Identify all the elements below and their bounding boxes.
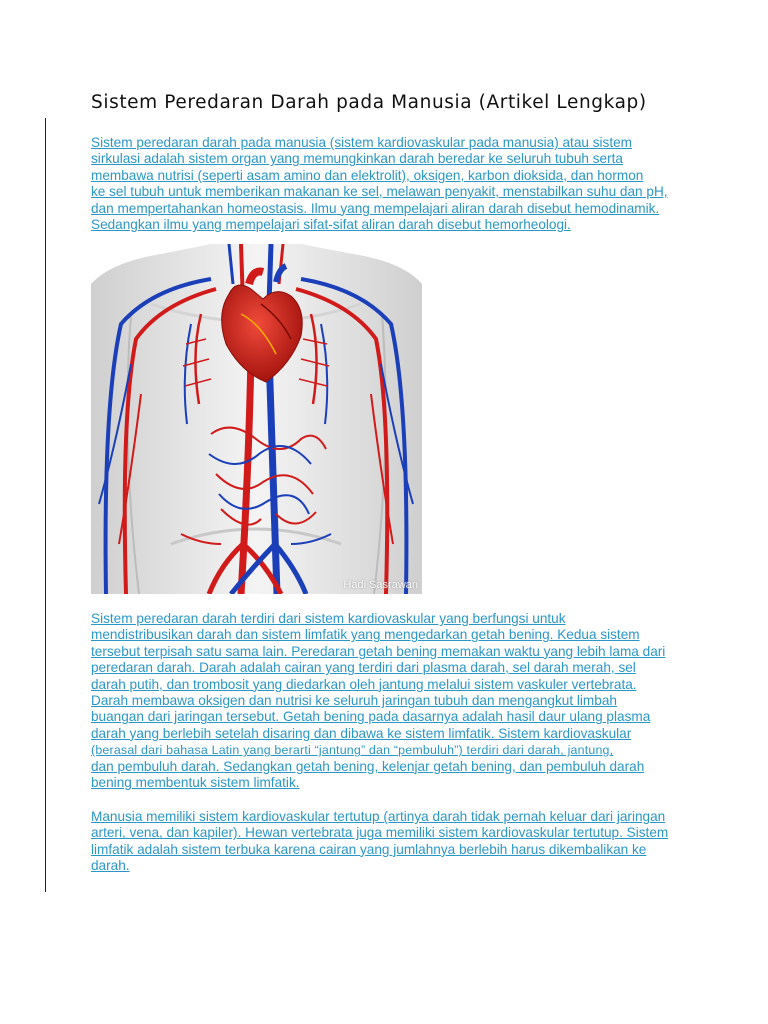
paragraph-line: sirkulasi adalah sistem organ yang memungkinkan darah beredar ke seluruh tubuh serta	[91, 151, 623, 167]
article-title: Sistem Peredaran Darah pada Manusia (Artikel Lengkap)	[91, 92, 647, 113]
paragraph-line: arteri, vena, dan kapiler). Hewan vertebrata juga memiliki sistem kardiovaskular tertutup. Sistem	[91, 825, 669, 841]
paragraph-line: tersebut terpisah satu sama lain. Peredaran getah bening memakan waktu yang lebih lama dari	[91, 643, 666, 659]
image-watermark: Hadi Sasrawan	[343, 579, 418, 591]
paragraph-line: Sistem peredaran darah pada manusia (sistem kardiovaskular pada manusia) atau sistem	[91, 135, 633, 150]
paragraph-line: Sistem peredaran darah terdiri dari sistem kardiovaskular yang berfungsi untuk	[91, 611, 566, 626]
paragraph-line: membawa nutrisi (seperti asam amino dan elektrolit), oksigen, karbon dioksida, dan hormon	[91, 167, 644, 183]
paragraph-line: limfatik adalah sistem terbuka karena cairan yang jumlahnya berlebih harus dikembalikan ke	[91, 841, 647, 857]
margin-line	[45, 118, 46, 892]
paragraph-line: darah putih, dan trombosit yang diedarkan oleh jantung melalui sistem vaskuler vertebrata.	[91, 676, 637, 692]
paragraph-line: peredaran darah. Darah adalah cairan yang terdiri dari plasma darah, sel darah merah, sel	[91, 660, 636, 676]
paragraph-line: dan pembuluh darah. Sedangkan getah bening, kelenjar getah bening, dan pembuluh darah	[91, 758, 645, 774]
paragraph-line: (berasal dari bahasa Latin yang berarti “jantung” dan “pembuluh”) terdiri dari darah, jantung,	[91, 743, 614, 758]
intro-paragraph[interactable]	[91, 135, 681, 233]
paragraph-line: ke sel tubuh untuk memberikan makanan ke sel, melawan penyakit, menstabilkan suhu dan pH,	[91, 184, 668, 200]
paragraph-line: darah.	[91, 858, 130, 874]
body-paragraph-3[interactable]	[91, 809, 681, 875]
illustration-svg	[91, 244, 422, 594]
paragraph-line: mendistribusikan darah dan sistem limfatik yang mengedarkan getah bening. Kedua sistem	[91, 627, 640, 643]
paragraph-line: darah yang berlebih setelah disaring dan dibawa ke sistem limfatik. Sistem kardiovaskular	[91, 725, 632, 741]
paragraph-line: Darah membawa oksigen dan nutrisi ke seluruh jaringan tubuh dan mengangkut limbah	[91, 693, 617, 709]
body-paragraph-2[interactable]	[91, 611, 681, 791]
paragraph-line: dan mempertahankan homeostasis. Ilmu yang mempelajari aliran darah disebut hemodinamik.	[91, 200, 660, 216]
paragraph-line: bening membentuk sistem limfatik.	[91, 775, 300, 791]
paragraph-line: buangan dari jaringan tersebut. Getah bening pada dasarnya adalah hasil daur ulang plasma	[91, 709, 651, 725]
paragraph-line: Sedangkan ilmu yang mempelajari sifat-sifat aliran darah disebut hemorheologi.	[91, 217, 571, 233]
circulatory-system-illustration	[91, 244, 422, 594]
paragraph-line: Manusia memiliki sistem kardiovaskular tertutup (artinya darah tidak pernah keluar dari jaringan	[91, 809, 666, 824]
